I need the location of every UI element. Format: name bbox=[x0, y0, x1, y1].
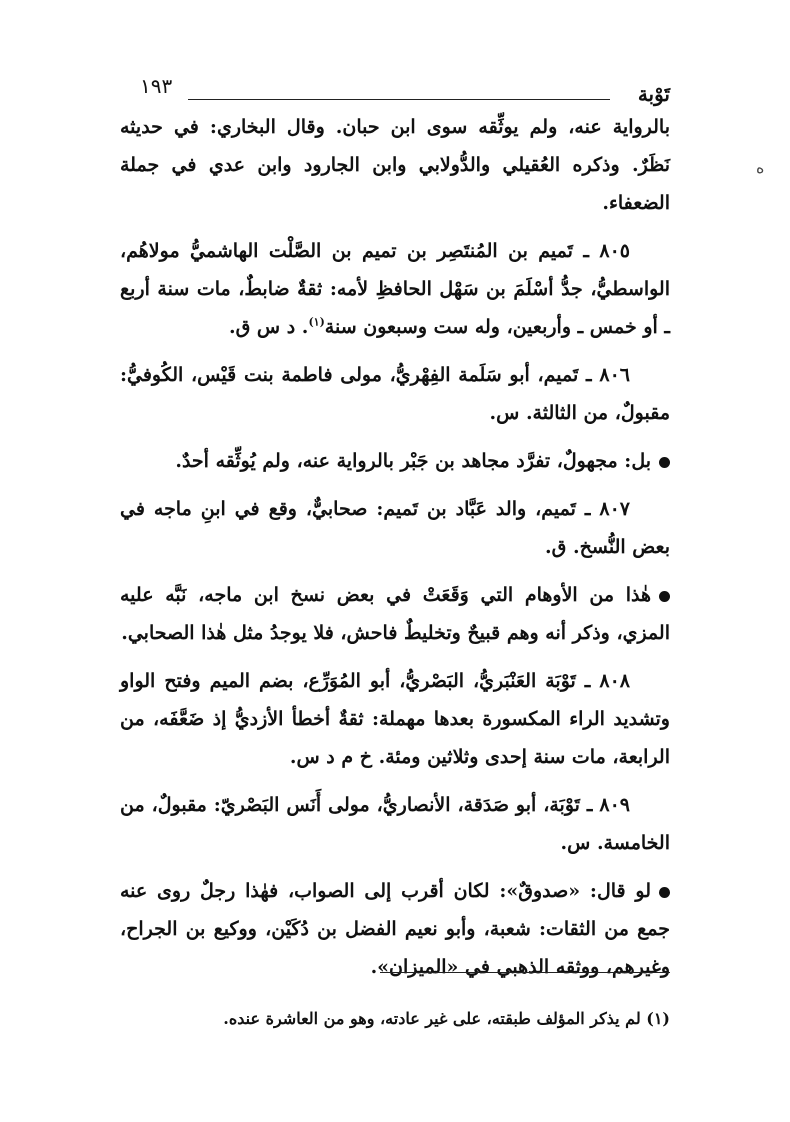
entry-806 bbox=[120, 356, 670, 432]
page-number: ١٩٣ bbox=[140, 74, 173, 98]
main-text bbox=[120, 108, 670, 996]
note-text: لو قال: «صدوقٌ»: لكان أقرب إلى الصواب، فهٰذا رجلٌ روى عنه جمع من الثقات: شعبة، وأبو نعيم الفضل بن دُكَيْن، ووكيع بن الجراح، وغيرهم، ووثقه الذهبي في «الميزان». bbox=[120, 880, 670, 978]
running-head: تَوْبة bbox=[637, 82, 670, 106]
footnote-text: (١) لم يذكر المؤلف طبقته، على غير عادته، وهو من العاشرة عنده. bbox=[223, 1009, 670, 1028]
bullet-icon bbox=[659, 591, 670, 602]
editor-note bbox=[120, 576, 670, 652]
paragraph-text: بالرواية عنه، ولم يوثِّقه سوى ابن حبان. وقال البخاري: في حديثه نَظَرٌ. وذكره العُقيلي والدُّولابي وابن الجارود وابن عدي في جملة الضعفاء. bbox=[120, 116, 670, 214]
margin-mark: ه bbox=[756, 158, 765, 177]
entry-808 bbox=[120, 662, 670, 776]
entry-805 bbox=[120, 232, 670, 346]
editor-note bbox=[120, 872, 670, 986]
note-text: بل: مجهولٌ، تفرَّد مجاهد بن جَبْر بالرواية عنه، ولم يُوثِّقه أحدٌ. bbox=[175, 450, 651, 472]
entry-807 bbox=[120, 490, 670, 566]
footnote bbox=[120, 1004, 670, 1034]
editor-note bbox=[120, 442, 670, 480]
entry-text: ٨٠٨ ـ تَوْبَة العَنْبَريُّ، البَصْريُّ، أبو المُوَرِّع، بضم الميم وفتح الواو وتشديد الراء المكسورة بعدها مهملة: ثقةٌ أخطأ الأزديُّ إذ ضَعَّفَه، من الرابعة، مات سنة إحدى وثلاثين ومئة. خ م د س. bbox=[120, 670, 670, 768]
entry-text: ٨٠٦ ـ تَميم، أبو سَلَمة الفِهْريُّ، مولى فاطمة بنت قَيْس، الكُوفيُّ: مقبولٌ، من الثالثة. س. bbox=[120, 364, 670, 424]
footnote-rule bbox=[380, 972, 670, 973]
entry-text: ٨٠٧ ـ تَميم، والد عَبَّاد بن تَميم: صحابيٌّ، وقع في ابنِ ماجه في بعض النُّسخ. ق. bbox=[120, 498, 670, 558]
note-text: هٰذا من الأوهام التي وَقَعَتْ في بعض نسخ ابن ماجه، نَبَّه عليه المزي، وذكر أنه وهم قبيحٌ وتخليطٌ فاحش، فلا يوجدُ مثل هٰذا الصحابي. bbox=[120, 584, 670, 644]
entry-text: ٨٠٩ ـ تَوْبَة، أبو صَدَقة، الأنصاريُّ، مولى أَنَس البَصْريّ: مقبولٌ، من الخامسة. س. bbox=[120, 794, 670, 854]
header-rule bbox=[188, 99, 610, 100]
entry-809 bbox=[120, 786, 670, 862]
footnote-ref[interactable]: (١) bbox=[308, 315, 325, 329]
entry-text: ٨٠٥ ـ تَميم بن المُنتَصِر بن تميم بن الصَّلْت الهاشميُّ مولاهُم، الواسطيُّ، جدُّ أسْلَمَ بن سَهْل الحافظِ لأمه: ثقةٌ ضابطٌ، مات سنة أربع ـ أو خمس ـ وأربعين، وله ست وسبعون سنة bbox=[120, 240, 670, 338]
paragraph-continuation bbox=[120, 108, 670, 222]
bullet-icon bbox=[659, 457, 670, 468]
bullet-icon bbox=[659, 887, 670, 898]
entry-tail: . د س ق. bbox=[228, 316, 309, 338]
page-header bbox=[140, 68, 670, 108]
